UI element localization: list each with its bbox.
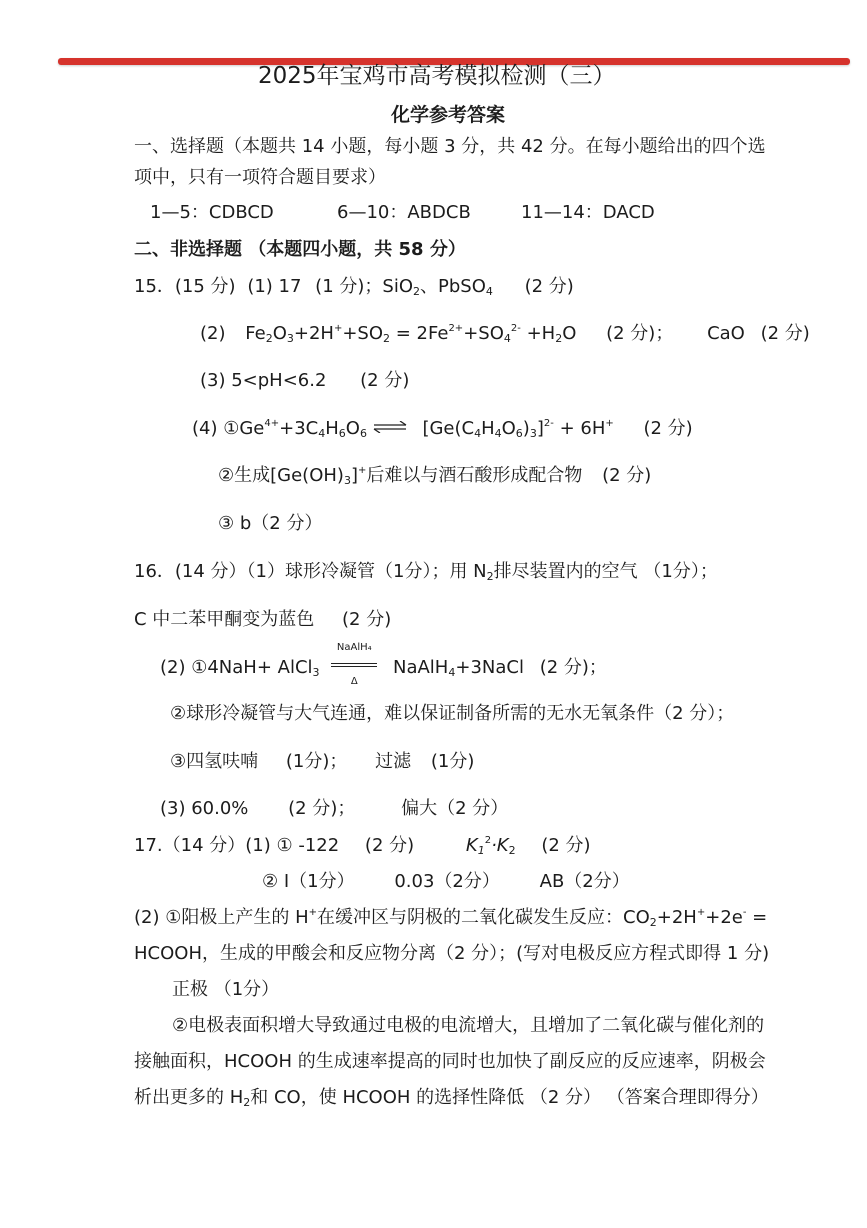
q16-part2-2: ②球形冷凝管与大气连通，难以保证制备所需的无水无氧条件（2 分）； [170, 703, 735, 724]
q16-p3a: (3) 60.0% [160, 798, 249, 819]
q17-l8a: 析出更多的 H [134, 1087, 244, 1108]
q16-p2-3c: 过滤 [375, 751, 412, 772]
section2-heading: 二、非选择题 （本题四小题，共 58 分） [134, 239, 466, 260]
q15-p2-score2: (2 分) [760, 323, 810, 344]
q15-p3-score: (2 分) [360, 370, 410, 391]
q16-p2-product2: +3NaCl [455, 657, 524, 678]
q16-p2-3b: (1分)； [285, 751, 348, 772]
section1-heading-cont: 项中，只有一项符合题目要求） [134, 167, 386, 188]
q15-p1-c: 、PbSO [420, 276, 486, 297]
answer-range-1: 1—5：CDBCD [150, 202, 274, 223]
q17-l3d: +2e [705, 907, 743, 928]
q17-l3: (2) ①阳极上产生的 H [134, 907, 309, 928]
q15-p1-score: (2 分) [524, 276, 574, 297]
q16-part2: (2) ①4NaH+ AlCl$_3$ NaAlH₄ Δ NaAlH$_4$+3NaCl (2 分)； [160, 656, 607, 680]
q17-l2c: AB（2分） [539, 871, 630, 892]
q17-l2a: ② I（1分） [262, 871, 355, 892]
q17-l3b: 在缓冲区与阴极的二氧化碳发生反应：CO [317, 907, 650, 928]
reaction-condition [331, 642, 377, 687]
q15-p1-a: (1) 17 [247, 276, 302, 297]
q17-line7: 接触面积，HCOOH 的生成速率提高的同时也加快了副反应的反应速率，阴极会 [134, 1051, 766, 1072]
q15-p2-score1: (2 分)； [606, 323, 674, 344]
q17-l3e: = [746, 907, 768, 928]
q17-line4: HCOOH，生成的甲酸会和反应物分离（2 分）；(写对电极反应方程式即得 1 分) [134, 943, 770, 964]
q15-p4-2-score: (2 分) [602, 465, 652, 486]
q16-p2-3a: ③四氢呋喃 [170, 751, 259, 772]
q17-l8b: 和 CO，使 HCOOH 的选择性降低 （2 分） （答案合理即得分） [250, 1087, 769, 1108]
answer-range-3: 11—14：DACD [521, 202, 655, 223]
q16-line2 [134, 608, 391, 632]
eq-catalyst: NaAlH₄ [336, 642, 372, 653]
q17-line8: 析出更多的 $H_2$和 CO，使 HCOOH 的选择性降低 （2 分） （答案合理即得分） [134, 1087, 769, 1109]
q15-p2-label: (2) [200, 323, 226, 344]
q16-l2-score: (2 分) [342, 609, 392, 630]
q17-l1b: (2 分) [364, 835, 415, 856]
q16-part3 [160, 797, 508, 821]
q15-part4-2: ②生成$[Ge(OH)_3]^+$后难以与酒石酸形成配合物 (2 分) [218, 465, 652, 487]
q17-l2b: 0.03（2分） [394, 871, 500, 892]
q15-p4-2b: 后难以与酒石酸形成配合物 [366, 465, 583, 486]
q15-p4-label: (4) ①Ge [192, 418, 265, 439]
q17-k2: ·K [491, 835, 509, 856]
q15-prefix: 15．(15 分) [134, 276, 236, 297]
q16-l1b: 排尽装置内的空气 （1分）； [493, 561, 718, 582]
q17-line2 [262, 870, 630, 894]
q16-l1: 16．(14 分）（1）球形冷凝管（1分）；用 N [134, 561, 487, 582]
section1-heading: 一、选择题（本题共 14 小题，每小题 3 分，共 42 分。在每小题给出的四个选 [134, 136, 766, 157]
q15-part2: (2) $Fe_2O_3+2H^++SO_2 = 2Fe^{2+}+SO_4^{2-} +H_2O$ (2 分)； CaO (2 分) [200, 323, 810, 345]
q15-part4-3: ③ b（2 分） [218, 513, 323, 534]
q17-line5: 正极 （1分） [172, 979, 280, 1000]
q16-part2-3 [170, 750, 474, 774]
q16-p3b: (2 分)； [288, 798, 356, 819]
page-title: 2025年宝鸡市高考模拟检测（三） [258, 63, 616, 89]
q17-line6: ②电极表面积增大导致通过电极的电流增大，且增加了二氧化碳与催化剂的 [172, 1015, 765, 1036]
q17-line3: (2) ①阳极上产生的 H+在缓冲区与阴极的二氧化碳发生反应：$CO_2+2H^++2e^-$ = [134, 907, 768, 929]
q15-part4: (4) $①Ge^{4+}+3C_4H_6O_6$ $[Ge(C_4H_4O_6)_3]^{2-} + 6H^+$ (2 分) [192, 418, 693, 440]
q16-part1: 16．(14 分）（1）球形冷凝管（1分）；用 $N_2$排尽装置内的空气 （1分）； [134, 561, 718, 583]
q15-p4-score: (2 分) [643, 418, 693, 439]
q17-l3c: +2H [656, 907, 697, 928]
q15-p2-cao: CaO [707, 323, 745, 344]
q15-part1: 15．(15 分) (1) 17 (1 分)；SiO$_2$、PbSO$_4$ (2 分) [134, 276, 574, 298]
q17-l1d: (2 分) [541, 835, 591, 856]
q16-p3c: 偏大（2 分） [401, 798, 509, 819]
q16-p2-product: NaAlH [393, 657, 449, 678]
q15-part3 [200, 369, 409, 393]
equals-bar [331, 663, 377, 667]
q17-l1a: 17.（14 分）(1) ① -122 [134, 835, 340, 856]
q15-p3: (3) 5<pH<6.2 [200, 370, 327, 391]
reversible-arrow-icon [373, 421, 407, 433]
q15-p4-2: ②生成[Ge(OH) [218, 465, 344, 486]
page-subtitle: 化学参考答案 [391, 104, 506, 126]
q16-p2-label: (2) ①4NaH+ AlCl [160, 657, 313, 678]
q17-k1: K [465, 835, 478, 856]
q17-line1: 17.（14 分）(1) ① -122 (2 分) $K_1^2\cdot K_2$ (2 分) [134, 835, 591, 857]
q16-p2-3d: (1分) [430, 751, 475, 772]
q16-p2-score: (2 分)； [539, 657, 607, 678]
q16-l2: C 中二苯甲酮变为蓝色 [134, 609, 315, 630]
answer-range-2: 6—10：ABDCB [337, 202, 471, 223]
q15-p1-b: (1 分)；SiO [315, 276, 413, 297]
eq-heat: Δ [350, 676, 358, 687]
